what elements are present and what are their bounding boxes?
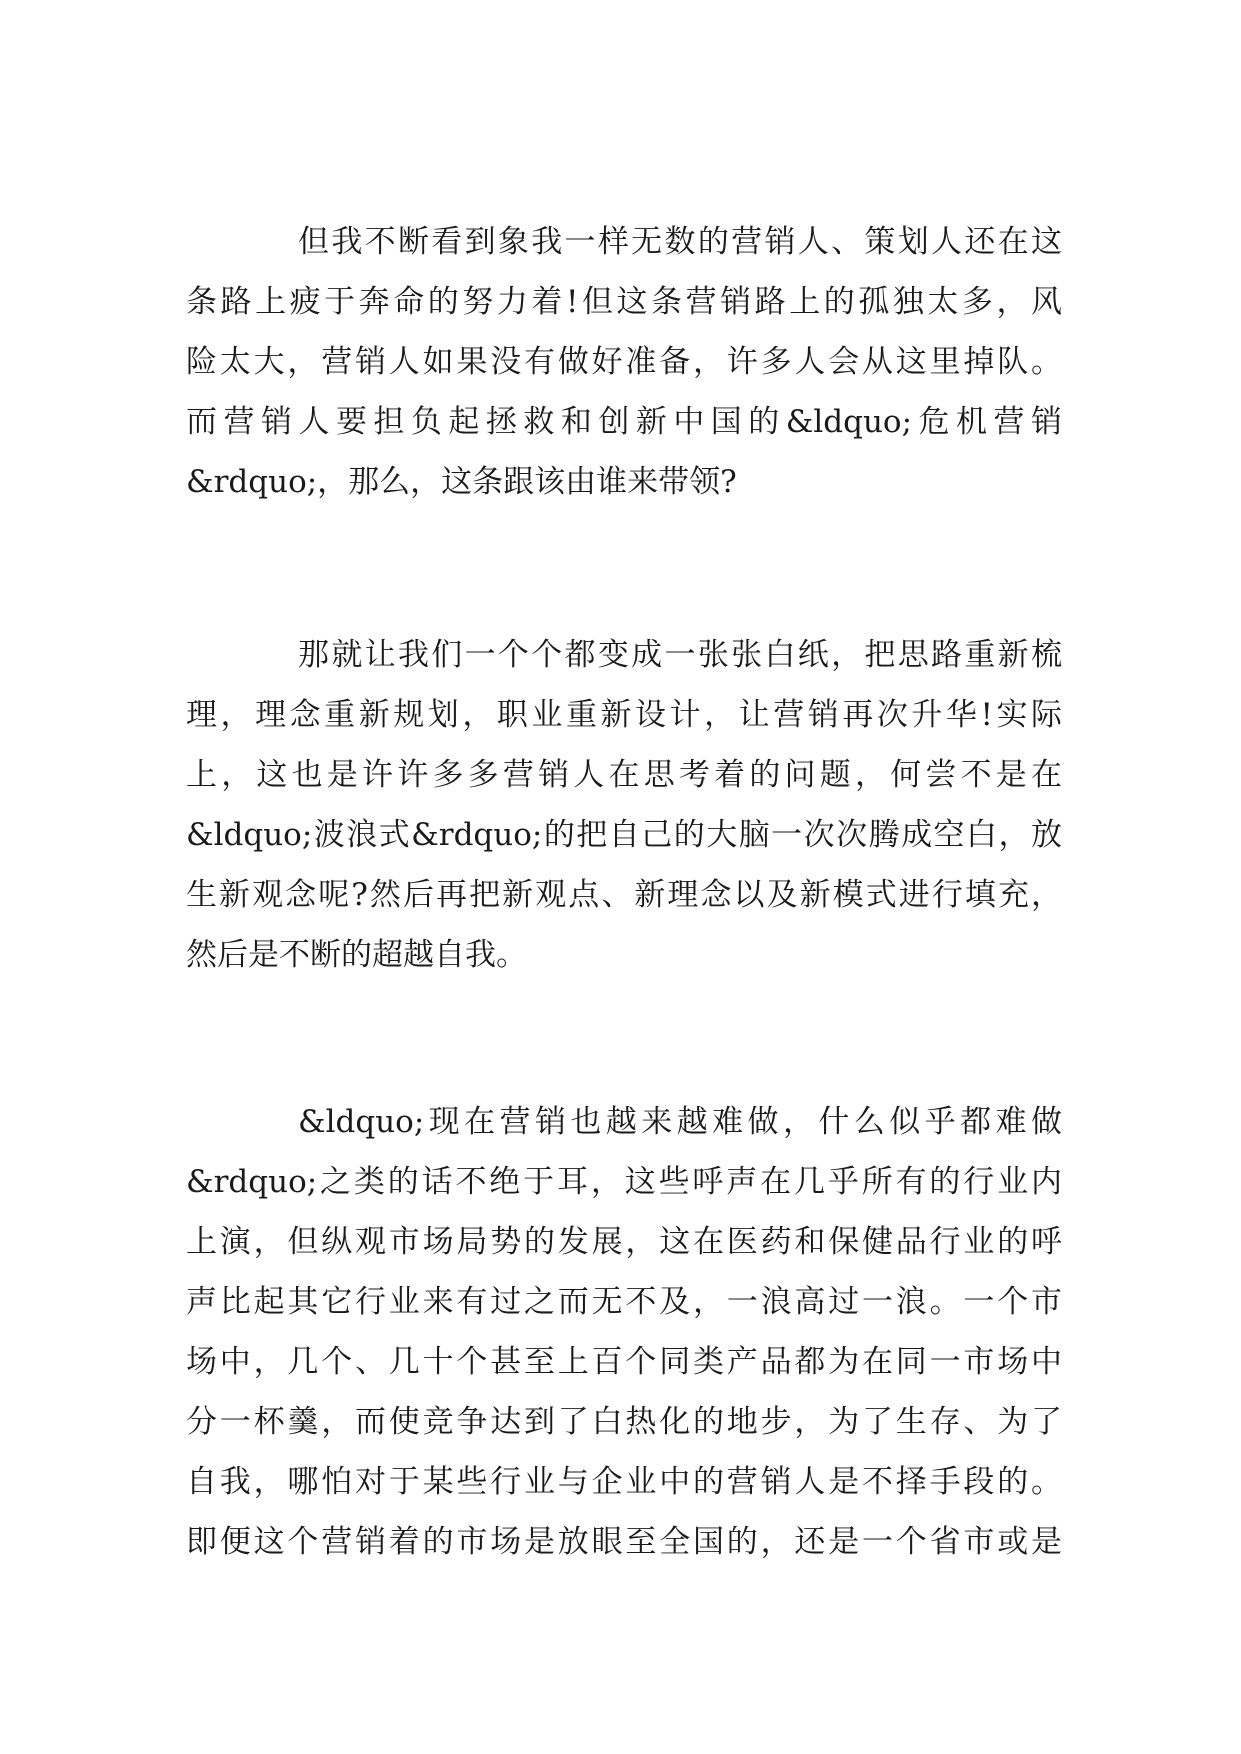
paragraph-line: 而营销人要担负起拯救和创新中国的&ldquo;危机营销 xyxy=(186,404,1062,440)
paragraph-line: 声比起其它行业来有过之而无不及，一浪高过一浪。一个市 xyxy=(186,1284,1062,1320)
paragraph-line: &rdquo;，那么，这条跟该由谁来带领? xyxy=(186,464,737,500)
paragraph-line: &rdquo;之类的话不绝于耳，这些呼声在几乎所有的行业内 xyxy=(186,1164,1062,1200)
paragraph-line: 场中，几个、几十个甚至上百个同类产品都为在同一市场中 xyxy=(186,1344,1062,1380)
paragraph-line: 然后是不断的超越自我。 xyxy=(186,937,527,973)
paragraph-line: 生新观念呢?然后再把新观点、新理念以及新模式进行填充， xyxy=(186,877,1062,913)
paragraph-3 xyxy=(186,1092,1062,1572)
paragraph-line: 分一杯羹，而使竞争达到了白热化的地步，为了生存、为了 xyxy=(186,1404,1062,1440)
paragraph-line: 条路上疲于奔命的努力着!但这条营销路上的孤独太多，风 xyxy=(186,284,1062,320)
paragraph-line: &ldquo;波浪式&rdquo;的把自己的大脑一次次腾成空白，放 xyxy=(186,817,1062,853)
paragraph-2 xyxy=(186,625,1062,985)
paragraph-line: 理，理念重新规划，职业重新设计，让营销再次升华!实际 xyxy=(186,697,1062,733)
paragraph-1 xyxy=(186,212,1062,512)
paragraph-line: &ldquo;现在营销也越来越难做，什么似乎都难做 xyxy=(298,1104,1062,1140)
paragraph-line: 即便这个营销着的市场是放眼至全国的，还是一个省市或是 xyxy=(186,1524,1062,1560)
paragraph-line: 险太大，营销人如果没有做好准备，许多人会从这里掉队。 xyxy=(186,344,1062,380)
paragraph-line: 自我，哪怕对于某些行业与企业中的营销人是不择手段的。 xyxy=(186,1464,1062,1500)
paragraph-line: 那就让我们一个个都变成一张张白纸，把思路重新梳 xyxy=(298,637,1062,673)
paragraph-line: 上，这也是许许多多营销人在思考着的问题，何尝不是在 xyxy=(186,757,1062,793)
paragraph-line: 上演，但纵观市场局势的发展，这在医药和保健品行业的呼 xyxy=(186,1224,1062,1260)
paragraph-line: 但我不断看到象我一样无数的营销人、策划人还在这 xyxy=(298,224,1062,260)
